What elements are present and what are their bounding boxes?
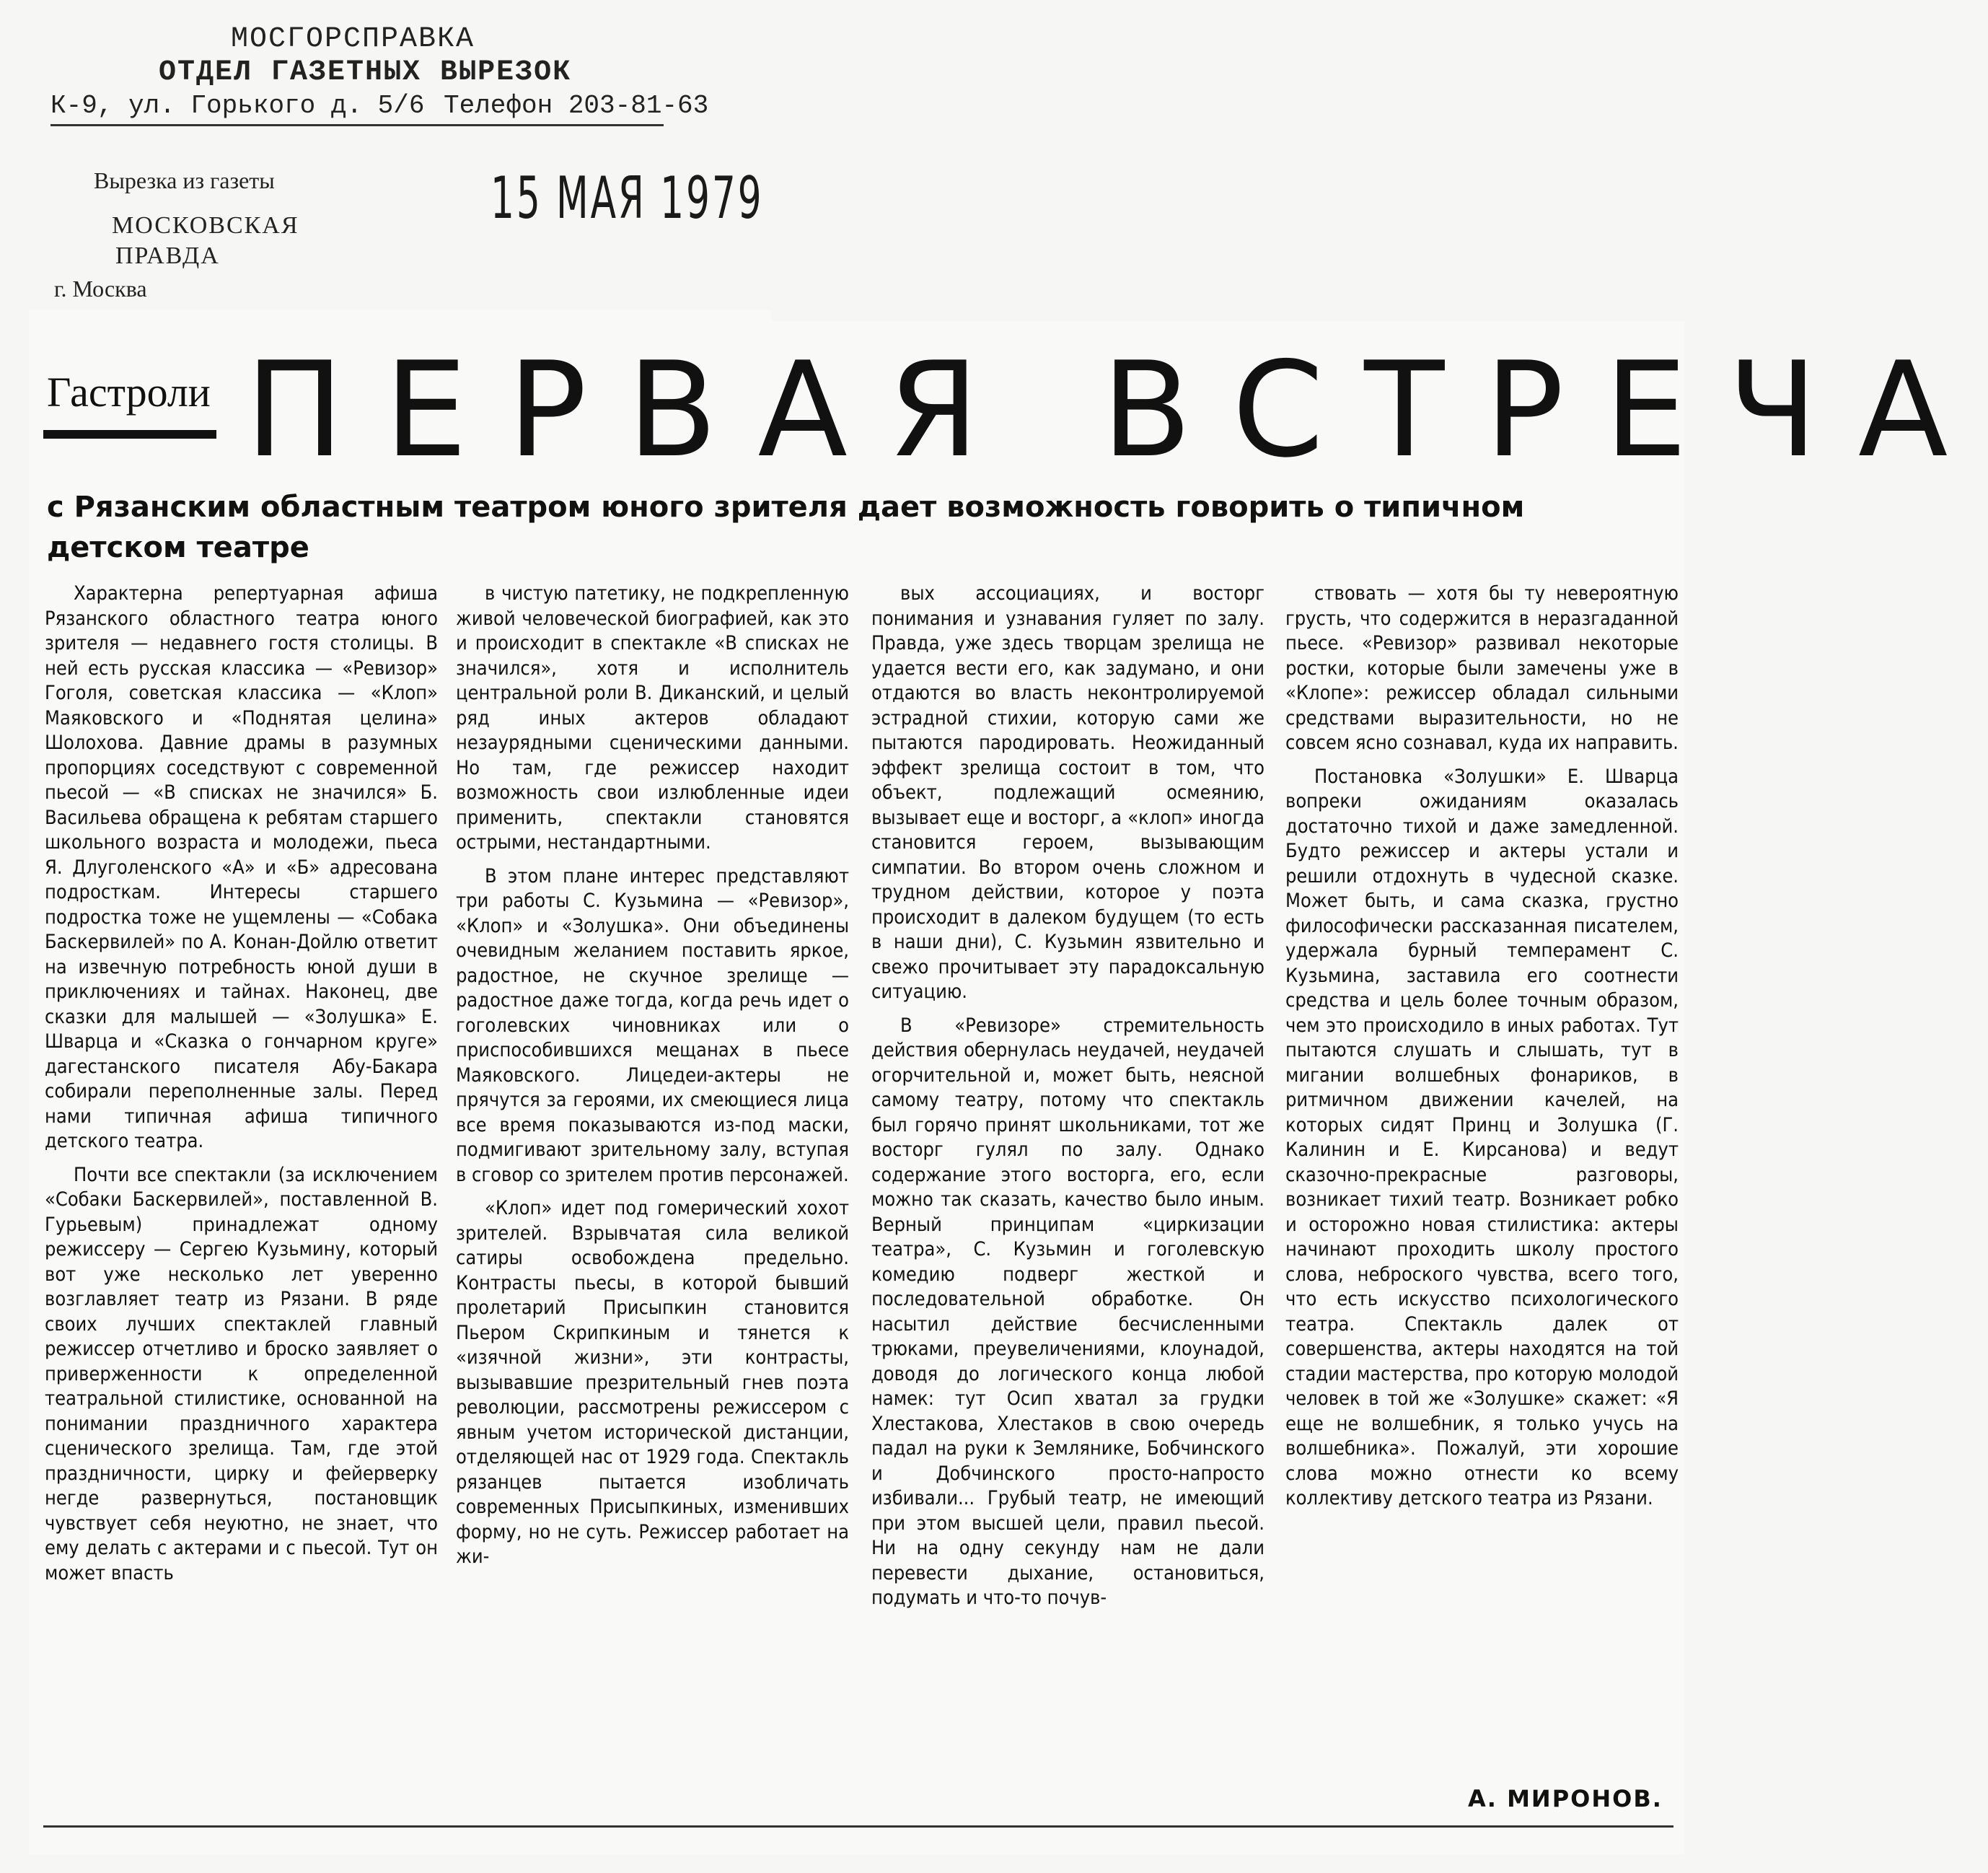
- article-column-1: [45, 582, 438, 1808]
- rubric-label: Гастроли: [47, 369, 211, 416]
- stamp-paper-name-2: ПРАВДА: [115, 242, 220, 269]
- stamp-org: МОСГОРСПРАВКА: [231, 23, 475, 56]
- article-subheadline: с Рязанским областным театром юного зрителя дает возможность говорить о типичном детском театре: [47, 491, 1525, 564]
- paragraph: Характерна репертуарная афиша Рязанского областного театра юного зрителя — недавнего гостя столицы. В ней есть русская классика — «Ревизор» Гоголя, советская классика — «Клоп» Маяковского и «Поднятая целина» Шолохова. Давние драмы в разумных пропорциях соседствуют с современной пьесой — «В списках не значился» Б. Васильева обращена к ребятам старшего школьного возраста и молодежи, пьеса Я. Длуголенского «А» и «Б» адресована подросткам. Интересы старшего подростка тоже не ущемлены — «Собака Баскервилей» по А. Конан-Дойлю ответит на извечную потребность юной души в приключениях и тайнах. Наконец, две сказки для малышей — «Золушка» Е. Шварца и «Сказка о гончарном круге» дагестанского писателя Абу-Бакара собирали переполненные залы. Перед нами типичная афиша типичного детского театра.: [45, 582, 438, 1152]
- paragraph: В этом плане интерес представляют три работы С. Кузьмина — «Ревизор», «Клоп» и «Золушка». Они объединены очевидным желанием поставить яркое, радостное, не скучное зрелище — радостное даже тогда, когда речь идет о гоголевских чиновниках или о приспособившихся мещанах в пьесе Маяковского. Лицедеи-актеры не прячутся за героями, их смеющиеся лица все время показываются из-под маски, подмигивают зрительному залу, вступая в сговор со зрителем против персонажей.: [456, 864, 849, 1186]
- article-column-2: [456, 582, 849, 1808]
- rubric-underline: [43, 430, 216, 439]
- paragraph: Почти все спектакли (за исключением «Собаки Баскервилей», поставленной В. Гурьевым) принадлежат одному режиссеру — Сергею Кузьмину, который вот уже несколько лет уверенно возглавляет театр из Рязани. В ряде своих лучших спектаклей главный режиссер отчетливо и броско заявляет о приверженности к определенной театральной стилистике, основанной на понимании праздничного характера сценического зрелища. Там, где этой праздничности, цирку и фейерверку негде развернуться, постановщик чувствует себя неуютно, не знает, что ему делать с актерами и с пьесой. Тут он может впасть: [45, 1163, 438, 1584]
- bottom-divider: [43, 1825, 1673, 1828]
- paragraph: в чистую патетику, не подкрепленную живой человеческой биографией, как это и происходит в спектакле «В списках не значился», хотя и исполнитель центральной роли В. Диканский, и целый ряд иных актеров обладают незаурядными сценическими данными. Но там, где режиссер находит возможность свои излюбленные идеи применить, спектакли становятся острыми, нестандартными.: [456, 582, 849, 854]
- article-column-4: [1285, 582, 1679, 1808]
- stamp-paper-name-1: МОСКОВСКАЯ: [112, 212, 299, 239]
- stamp-divider: [50, 124, 664, 126]
- paragraph: ствовать — хотя бы ту невероятную грусть, что содержится в неразгаданной пьесе. «Ревизор» развивал некоторые ростки, которые были замечены уже в «Клопе»: режиссер обладал сильными средствами выразительности, но не совсем ясно сознавал, куда их направить.: [1285, 582, 1679, 754]
- stamp-from-label: Вырезка из газеты: [94, 167, 275, 193]
- article-column-3: [871, 582, 1265, 1808]
- clipping-date: 15 МАЯ 1979: [491, 165, 764, 232]
- stamp-city: г. Москва: [54, 276, 147, 302]
- article-headline: ПЕРВАЯ ВСТРЕЧА: [245, 333, 1988, 486]
- paragraph: В «Ревизоре» стремительность действия обернулась неудачей, неудачей огорчительной и, может быть, неясной самому театру, потому что спектакль был горячо принят школьниками, тот же восторг гулял по залу. Однако содержание этого восторга, его, если можно так сказать, качество было иным. Верный принципам «циркизации театра», С. Кузьмин и гоголевскую комедию подверг жесткой и последовательной обработке. Он насытил действие бесчисленными трюками, преувеличениями, клоунадой, доводя до логического конца любой намек: тут Осип хватал за грудки Хлестакова, Хлестаков в свою очередь падал на руки к Землянике, Бобчинского и Добчинского просто-напросто избивали... Грубый театр, не имеющий при этом высшей цели, правил пьесой. Ни на одну секунду нам не дали перевести дыхание, остановиться, подумать и что-то почув-: [871, 1014, 1265, 1609]
- stamp-phone: Телефон 203-81-63: [444, 91, 709, 120]
- paragraph: «Клоп» идет под гомерический хохот зрителей. Взрывчатая сила великой сатиры освобождена предельно. Контрасты пьесы, в которой бывший пролетарий Присыпкин становится Пьером Скрипкиным и тянется к «изячной жизни», эти контрасты, вызывавшие презрительный гнев поэта революции, рассмотрены режиссером с явным учетом исторической дистанции, отделяющей нас от 1929 года. Спектакль рязанцев пытается изобличать современных Присыпкиных, изменивших форму, но не суть. Режиссер работает на жи-: [456, 1197, 849, 1568]
- stamp-address: К-9, ул. Горького д. 5/6: [50, 91, 425, 120]
- article-author: А. МИРОНОВ.: [1468, 1785, 1663, 1812]
- stamp-department: ОТДЕЛ ГАЗЕТНЫХ ВЫРЕЗОК: [159, 56, 572, 89]
- paragraph: Постановка «Золушки» Е. Шварца вопреки ожиданиям оказалась достаточно тихой и даже замедленной. Будто режиссер и актеры устали и решили отдохнуть в чудесной сказке. Может быть, и сама сказка, грустно философически рассказанная писателем, удержала бурный темперамент С. Кузьмина, заставила его соотнести средства и цель более точным образом, чем это происходило в иных работах. Тут пытаются слушать и слышать, тут в мигании волшебных фонариков, в ритмичном движении качелей, на которых сидят Принц и Золушка (Г. Калинин и Е. Кирсанова) и ведут сказочно-прекрасные разговоры, возникает тихий театр. Возникает робко и осторожно новая стилистика: актеры начинают проходить школу простого слова, неброского чувства, всего того, что есть искусство психологического театра. Спектакль далек от совершенства, актеры находятся на той стадии мастерства, про которую молодой человек в той же «Золушке» скажет: «Я еще не волшебник, я только учусь на волшебника». Пожалуй, эти хорошие слова можно отнести ко всему коллективу детского театра из Рязани.: [1285, 765, 1679, 1509]
- paragraph: вых ассоциациях, и восторг понимания и узнавания гуляет по залу. Правда, уже здесь творцам зрелища не удается вести его, как задумано, и они отдаются во власть неконтролируемой эстрадной стихии, которую сами же пытаются пародировать. Неожиданный эффект зрелища состоит в том, что объект, подлежащий осмеянию, вызывает еще и восторг, а «клоп» иногда становится героем, вызывающим симпатии. Во втором очень сложном и трудном действии, которое у поэта происходит в далеком будущем (то есть в наши дни), С. Кузьмин язвительно и свежо прочитывает эту парадоксальную ситуацию.: [871, 582, 1265, 1003]
